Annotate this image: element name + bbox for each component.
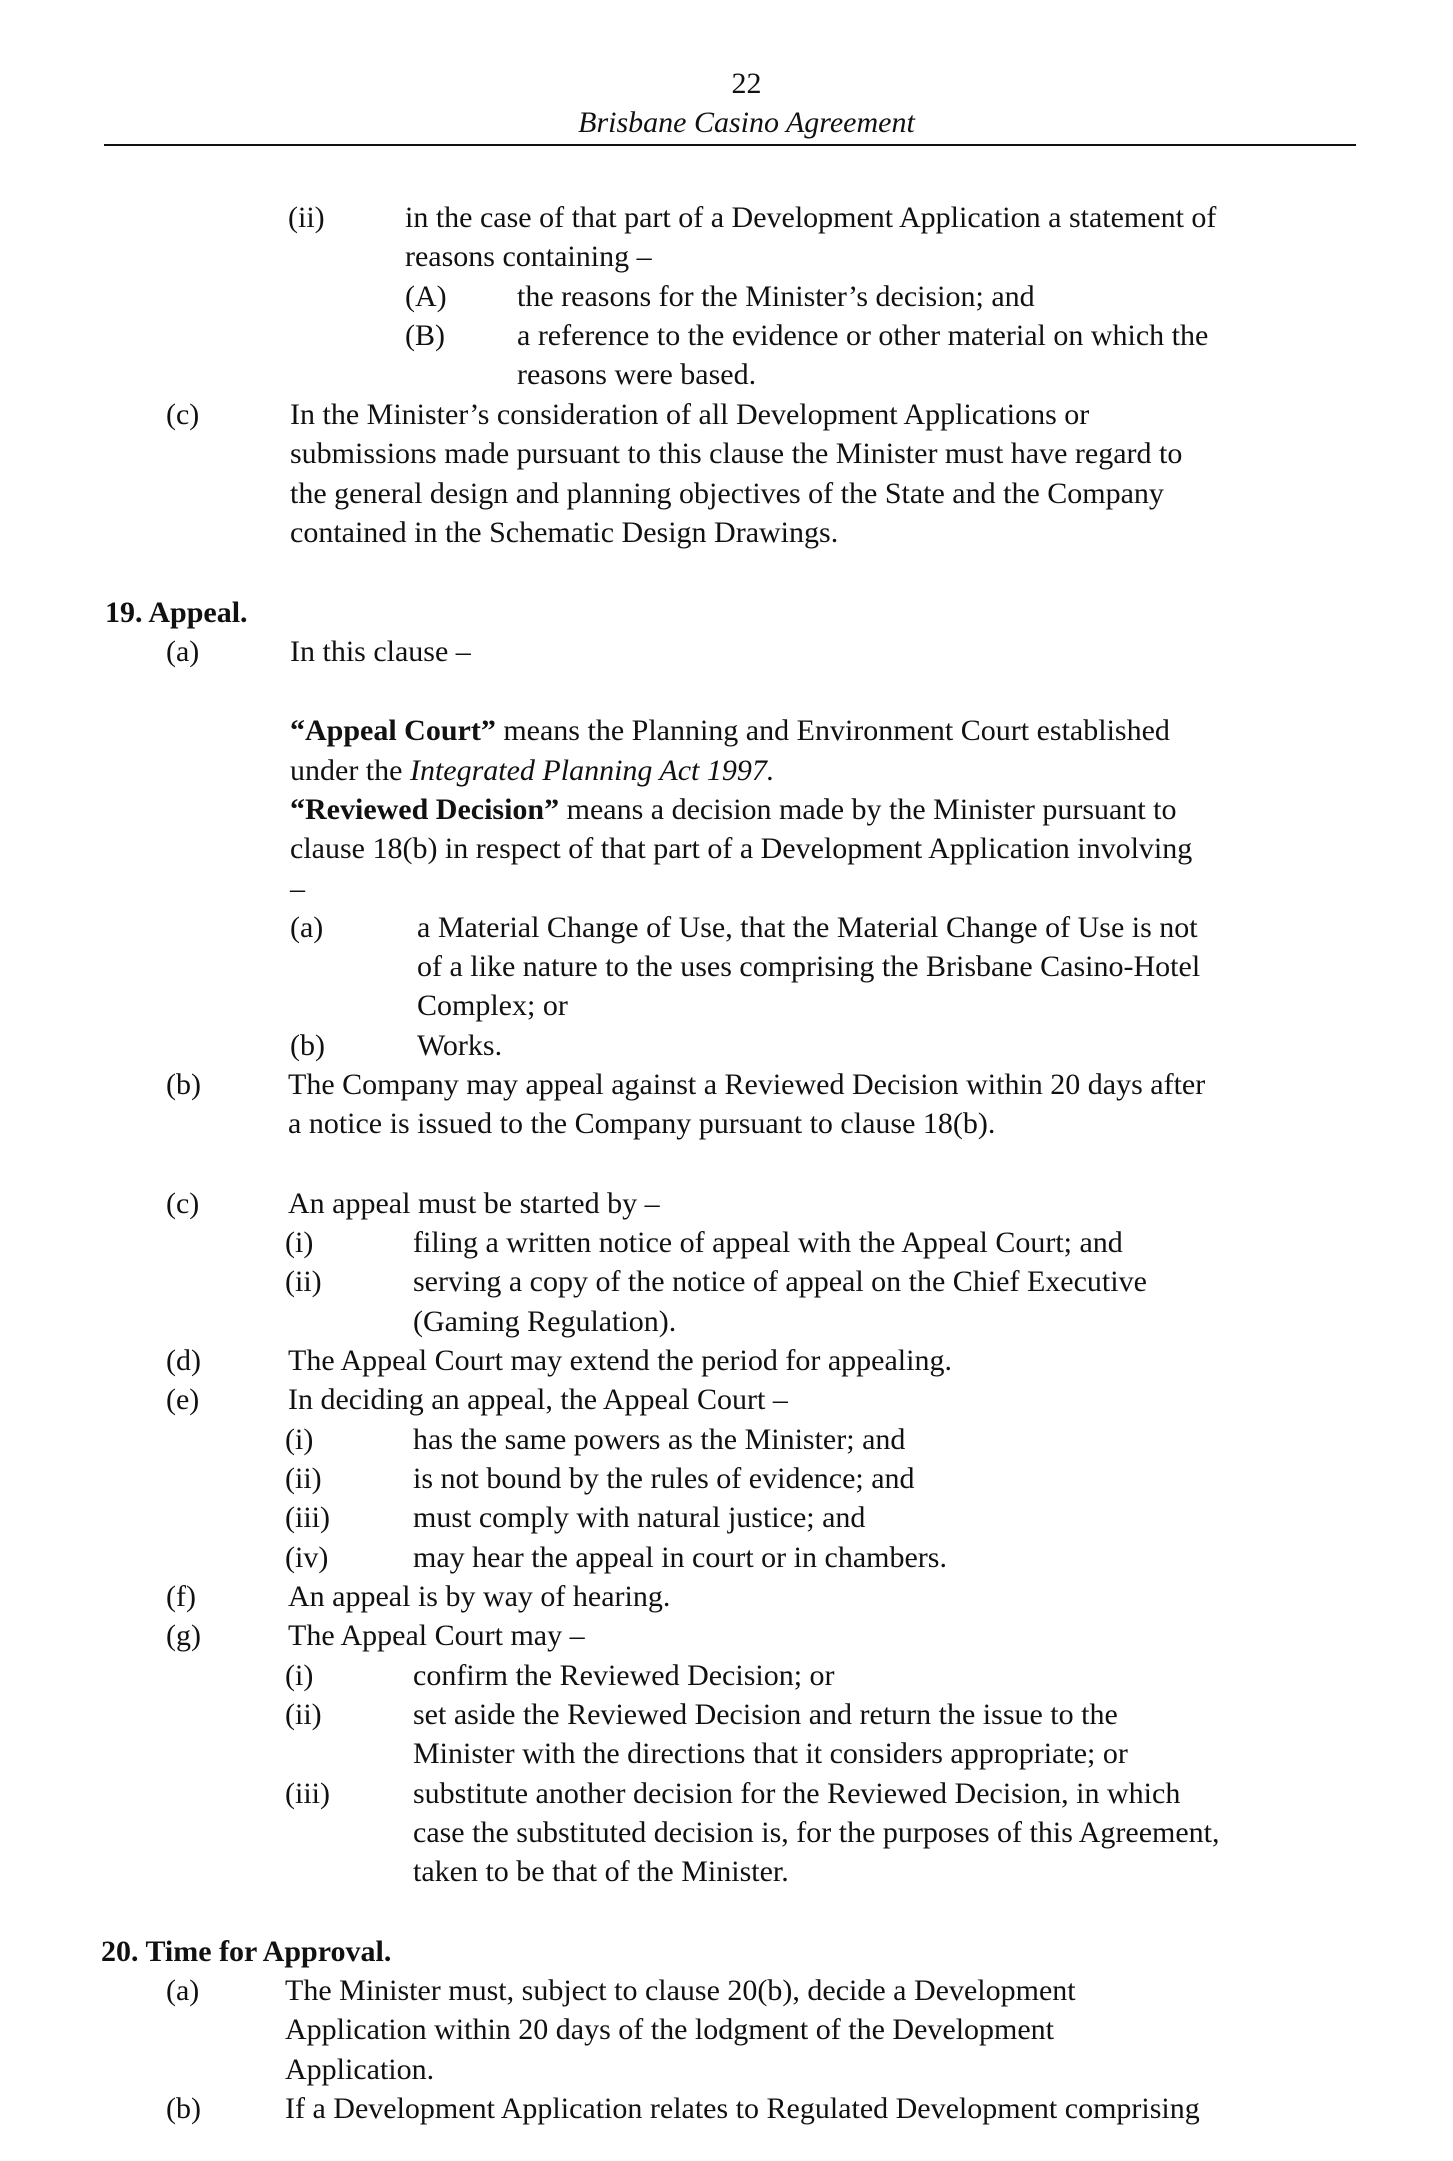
clause-19-d-label: (d) [166,1344,201,1377]
clause-18-ii-text-2: reasons containing – [405,240,652,273]
clause-19-e-iv-label: (iv) [285,1541,329,1574]
clause-19-g-iii-label: (iii) [285,1777,330,1810]
definition-text: means the Planning and Environment Court established [495,714,1170,747]
clause-19-e-ii-label: (ii) [285,1462,322,1495]
clause-19-b-label: (b) [166,1068,201,1101]
clause-19-c-text: An appeal must be started by – [288,1187,660,1220]
sub-a-text-3: Complex; or [417,989,568,1022]
definition-term: “Reviewed Decision” [290,793,560,826]
header-divider [104,144,1356,146]
clause-20-heading: 20. Time for Approval. [101,1935,392,1968]
clause-18-c-text-1: In the Minister’s consideration of all Development Applications or [290,398,1090,431]
clause-19-c-label: (c) [166,1187,200,1220]
clause-19-c-ii-label: (ii) [285,1265,322,1298]
clause-18-B-text-2: reasons were based. [517,358,757,391]
definition-appeal-court [290,711,1170,750]
clause-19-c-ii-text-2: (Gaming Regulation). [413,1305,677,1338]
clause-19-g-text: The Appeal Court may – [288,1619,585,1652]
clause-19-c-i-text: filing a written notice of appeal with the Appeal Court; and [413,1226,1123,1259]
sub-a-text-2: of a like nature to the uses comprising the Brisbane Casino-Hotel [417,950,1201,983]
clause-20-b-text-1: If a Development Application relates to Regulated Development comprising [285,2092,1200,2125]
clause-18-ii-label: (ii) [288,201,325,234]
definition-reviewed-decision-2: clause 18(b) in respect of that part of a Development Application involving [290,832,1193,865]
clause-18-A-text: the reasons for the Minister’s decision; and [517,280,1035,313]
clause-19-e-iii-text: must comply with natural justice; and [413,1501,866,1534]
clause-19-f-label: (f) [166,1580,196,1613]
clause-18-A-label: (A) [405,280,447,313]
clause-19-g-label: (g) [166,1619,201,1652]
clause-19-a-text: In this clause – [290,635,471,668]
clause-19-e-ii-text: is not bound by the rules of evidence; and [413,1462,915,1495]
sub-a-label: (a) [290,911,324,944]
clause-19-g-iii-text-1: substitute another decision for the Reviewed Decision, in which [413,1777,1181,1810]
clause-19-e-label: (e) [166,1383,200,1416]
clause-19-g-ii-text-1: set aside the Reviewed Decision and return the issue to the [413,1698,1118,1731]
document-title: Brisbane Casino Agreement [578,106,915,139]
clause-20-a-label: (a) [166,1974,200,2007]
clause-19-b-text-2: a notice is issued to the Company pursuant to clause 18(b). [288,1107,996,1140]
clause-18-c-text-3: the general design and planning objectives of the State and the Company [290,477,1164,510]
clause-18-ii-text-1: in the case of that part of a Development Application a statement of [405,201,1217,234]
clause-19-e-text: In deciding an appeal, the Appeal Court – [288,1383,788,1416]
clause-20-a-text-3: Application. [285,2053,435,2086]
clause-19-g-i-label: (i) [285,1659,314,1692]
clause-19-b-text-1: The Company may appeal against a Reviewed Decision within 20 days after [288,1068,1206,1101]
definition-term: “Appeal Court” [290,714,496,747]
clause-20-a-text-2: Application within 20 days of the lodgment of the Development [285,2013,1055,2046]
sub-b-text: Works. [417,1029,503,1062]
clause-19-c-ii-text-1: serving a copy of the notice of appeal on the Chief Executive [413,1265,1147,1298]
definition-appeal-court-2 [290,751,774,790]
clause-19-g-ii-label: (ii) [285,1698,322,1731]
clause-19-a-label: (a) [166,635,200,668]
clause-18-B-text-1: a reference to the evidence or other material on which the [517,319,1209,352]
page-number: 22 [731,67,762,100]
clause-19-e-i-text: has the same powers as the Minister; and [413,1423,906,1456]
clause-20-b-label: (b) [166,2092,201,2125]
definition-text-pre: under the [290,754,410,787]
clause-18-c-text-4: contained in the Schematic Design Drawings. [290,516,839,549]
clause-19-e-iii-label: (iii) [285,1501,330,1534]
definition-reviewed-decision-dash: – [290,872,305,905]
definition-text: means a decision made by the Minister pursuant to [559,793,1177,826]
clause-18-c-label: (c) [166,398,200,431]
clause-19-c-i-label: (i) [285,1226,314,1259]
clause-19-e-i-label: (i) [285,1423,314,1456]
clause-19-heading: 19. Appeal. [105,596,248,629]
clause-18-B-label: (B) [405,319,445,352]
clause-18-c-text-2: submissions made pursuant to this clause the Minister must have regard to [290,437,1183,470]
sub-a-text-1: a Material Change of Use, that the Material Change of Use is not [417,911,1198,944]
clause-20-a-text-1: The Minister must, subject to clause 20(b), decide a Development [285,1974,1076,2007]
sub-b-label: (b) [290,1029,325,1062]
clause-19-d-text: The Appeal Court may extend the period for appealing. [288,1344,952,1377]
clause-19-g-ii-text-2: Minister with the directions that it considers appropriate; or [413,1737,1128,1770]
clause-19-g-i-text: confirm the Reviewed Decision; or [413,1659,835,1692]
clause-19-g-iii-text-2: case the substituted decision is, for the purposes of this Agreement, [413,1816,1220,1849]
clause-19-g-iii-text-3: taken to be that of the Minister. [413,1855,789,1888]
clause-19-f-text: An appeal is by way of hearing. [288,1580,671,1613]
act-name: Integrated Planning Act 1997. [409,754,775,787]
definition-reviewed-decision [290,790,1176,829]
clause-19-e-iv-text: may hear the appeal in court or in chambers. [413,1541,947,1574]
